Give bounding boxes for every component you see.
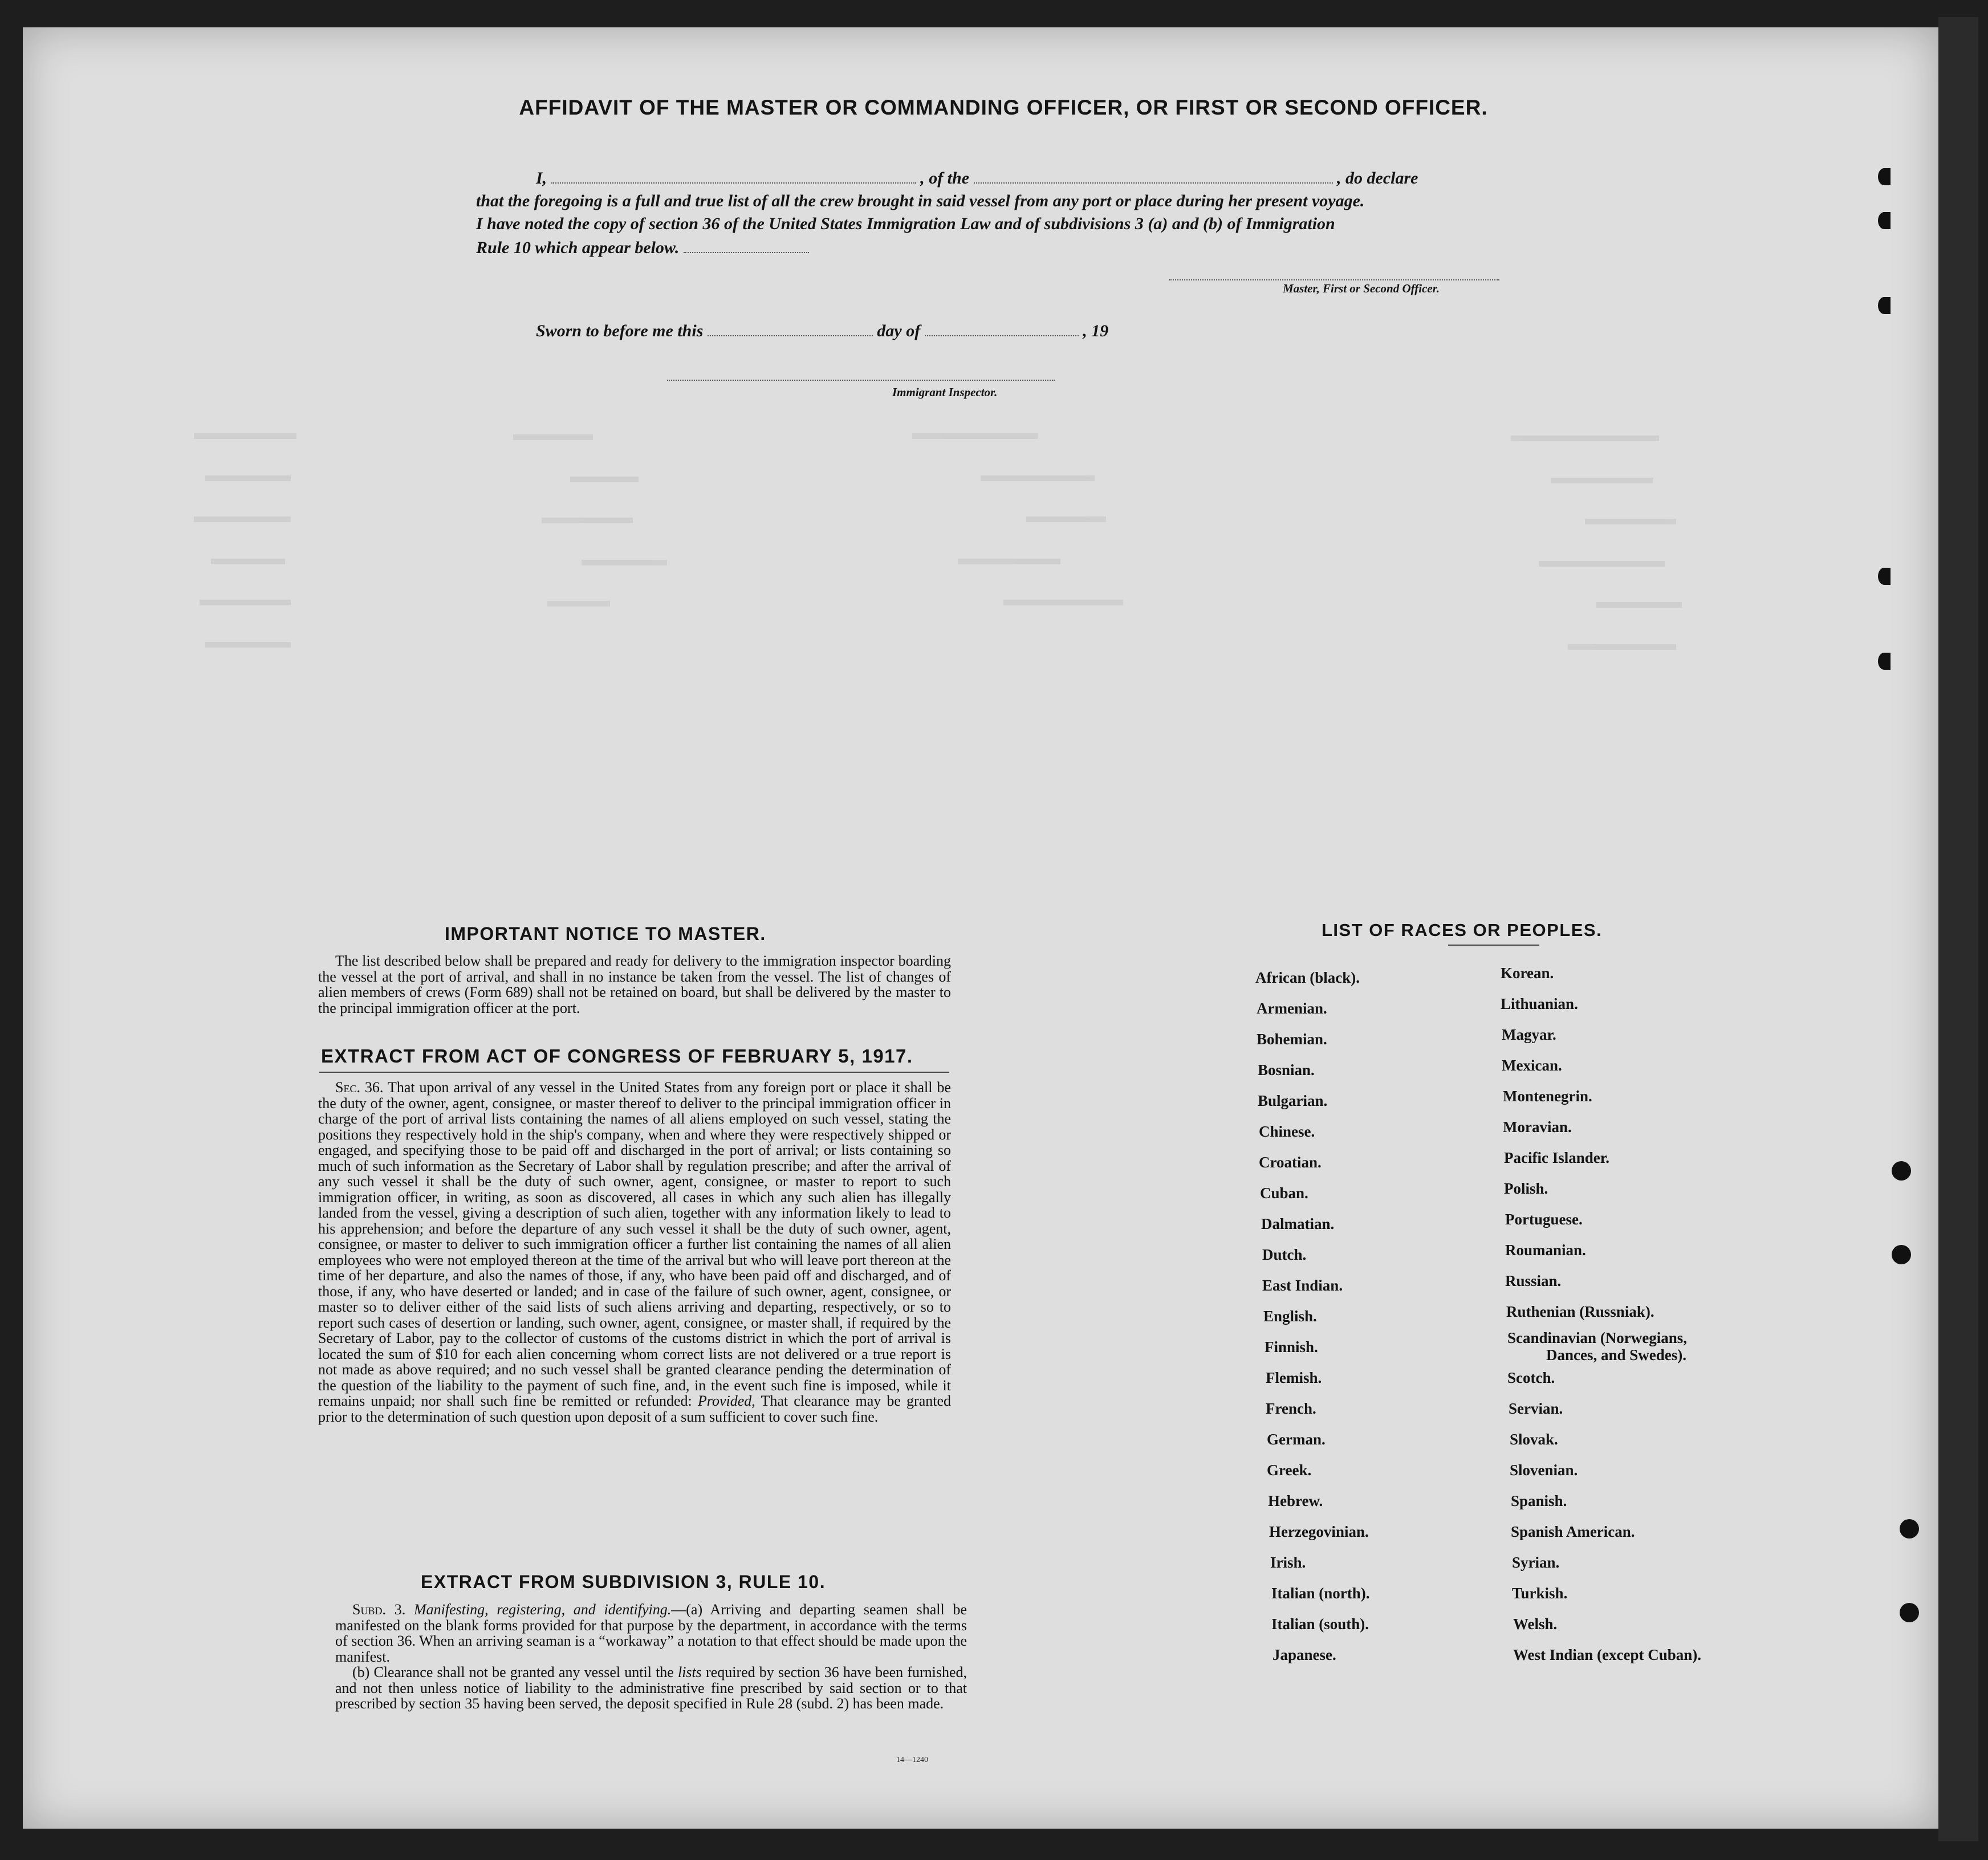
page-edge	[1938, 17, 1978, 1841]
divider	[1448, 945, 1539, 946]
race-item: Servian.	[1509, 1400, 1563, 1417]
race-item: Magyar.	[1502, 1026, 1556, 1043]
notice-text: The list described below shall be prepared and ready for delivery to the immigration inspector boarding the vessel at the port of arrival, and shall in no instance be taken from the vessel. The list of changes of alien members of crews (Form 689) shall not be retained on board, but shall be delivered by the master to the principal immigration officer at the port.	[318, 953, 951, 1016]
inspector-signature-caption: Immigrant Inspector.	[892, 385, 998, 399]
race-item: Syrian.	[1512, 1554, 1560, 1571]
divider	[319, 1072, 949, 1073]
race-item: Croatian.	[1259, 1154, 1322, 1171]
race-item: Spanish.	[1511, 1492, 1567, 1509]
race-item: Slovak.	[1510, 1431, 1558, 1448]
race-item: Pacific Islander.	[1504, 1149, 1609, 1166]
extract-rule-text: Subd. 3. Manifesting, registering, and identifying.—(a) Arriving and departing seamen shall be manifested on the blank forms provided for that purpose by the department, in accordance with the terms of section 36. When an arriving seaman is a “workaway” a notation to that effect should be made upon the manifest. (b) Clearance shall not be granted any vessel until the lists required by section 36 have been furnished, and not then unless notice of liability to the administrative fine prescribed by said section or to that prescribed by section 35 having been served, the deposit specified in Rule 28 (subd. 2) has been made.	[335, 1601, 967, 1712]
race-item: Bulgarian.	[1258, 1092, 1328, 1109]
race-item: Polish.	[1504, 1180, 1548, 1197]
binder-hole-icon	[1892, 1245, 1911, 1264]
race-item: Russian.	[1505, 1272, 1562, 1289]
master-signature-caption: Master, First or Second Officer.	[1283, 282, 1440, 295]
race-item: Dutch.	[1262, 1246, 1307, 1263]
race-item: Portuguese.	[1505, 1211, 1583, 1228]
race-item: West Indian (except Cuban).	[1513, 1646, 1702, 1663]
race-item: Welsh.	[1513, 1615, 1558, 1633]
race-item: Japanese.	[1273, 1646, 1336, 1663]
race-item: Flemish.	[1266, 1369, 1322, 1386]
affidavit-title: AFFIDAVIT OF THE MASTER OR COMMANDING OFFICER, OR FIRST OR SECOND OFFICER.	[519, 96, 1488, 119]
race-item: Lithuanian.	[1501, 995, 1578, 1012]
inspector-signature-line	[667, 378, 1055, 381]
master-signature-line	[1169, 278, 1499, 280]
affidavit-line-4: Rule 10 which appear below.	[476, 238, 809, 258]
race-item: Dances, and Swedes).	[1546, 1346, 1687, 1364]
race-item: Spanish American.	[1511, 1523, 1635, 1540]
extract-act-title: EXTRACT FROM ACT OF CONGRESS OF FEBRUARY 5, 1917.	[321, 1045, 913, 1067]
race-item: French.	[1266, 1400, 1316, 1417]
race-item: Herzegovinian.	[1269, 1523, 1369, 1540]
race-item: Cuban.	[1260, 1185, 1308, 1202]
race-item: East Indian.	[1262, 1277, 1343, 1294]
race-item: Montenegrin.	[1503, 1088, 1592, 1105]
extract-rule-title: EXTRACT FROM SUBDIVISION 3, RULE 10.	[421, 1572, 826, 1592]
race-item: Slovenian.	[1510, 1462, 1578, 1479]
race-item: Italian (south).	[1271, 1615, 1369, 1633]
race-item: Italian (north).	[1271, 1585, 1370, 1602]
race-item: Scandinavian (Norwegians,	[1507, 1329, 1688, 1346]
race-item: Ruthenian (Russniak).	[1506, 1303, 1654, 1320]
extract-act-text: Sec. 36. That upon arrival of any vessel in the United States from any foreign port or place it shall be the duty of the owner, agent, consignee, or master thereof to deliver to the principal immigration officer in charge of the port of arrival lists containing the names of all aliens employed on such vessel, stating the positions they respectively hold in the ship's company, when and where they were respectively shipped or engaged, and specifying those to be paid off and discharged in the port of arrival; or lists containing so much of such information as the Secretary of Labor shall by regulation prescribe; and after the arrival of any such vessel it shall be the duty of such owner, agent, consignee, or master to report to such immigration officer, in writing, as soon as discovered, all cases in which any such alien has illegally landed from the vessel, giving a description of such alien, together with any information likely to lead to his apprehension; and before the departure of any such vessel it shall be the duty of such owner, agent, consignee, or master to deliver to such immigration officer a further list containing the names of all alien employees who were not employed thereon at the time of the arrival but who will leave port thereon at the time of her departure, and also the names of those, if any, who have been paid off and discharged, and of those, if any, who have deserted or landed; and in case of the failure of such owner, agent, consignee, or master so to deliver either of the said lists of such aliens arriving and departing, respectively, or so to report such cases of desertion or landing, such owner, agent, consignee, or master shall, if required by the Secretary of Labor, pay to the collector of customs of the customs district in which the port of arrival is located the sum of $10 for each alien concerning whom correct lists are not delivered or a true report is not made as above required; and no such vessel shall be granted clearance pending the determination of the question of the liability to the payment of such fine, and, in the event such fine is imposed, while it remains unpaid; nor shall such fine be remitted or refunded: Provided, That clearance may be granted prior to the determination of such question upon deposit of a sum sufficient to cover such fine.	[318, 1079, 951, 1425]
race-item: Bosnian.	[1258, 1061, 1315, 1078]
race-item: Bohemian.	[1257, 1031, 1327, 1048]
races-title: LIST OF RACES OR PEOPLES.	[1322, 920, 1603, 940]
binder-hole-icon	[1878, 212, 1891, 229]
sworn-line: Sworn to before me this day of , 19	[536, 321, 1109, 340]
binder-hole-icon	[1892, 1161, 1911, 1181]
race-item: Scotch.	[1507, 1369, 1555, 1386]
race-item: Korean.	[1501, 964, 1554, 982]
binder-hole-icon	[1878, 168, 1891, 185]
race-item: Moravian.	[1503, 1118, 1572, 1135]
race-item: English.	[1263, 1308, 1317, 1325]
race-item: Greek.	[1267, 1462, 1312, 1479]
binder-hole-icon	[1878, 568, 1891, 585]
race-item: Mexican.	[1502, 1057, 1562, 1074]
race-item: Finnish.	[1265, 1338, 1318, 1356]
binder-hole-icon	[1900, 1603, 1919, 1622]
affidavit-line-3: I have noted the copy of section 36 of the United States Immigration Law and of subdivisions 3 (a) and (b) of Immigration	[476, 214, 1335, 233]
race-item: Hebrew.	[1268, 1492, 1323, 1509]
race-item: Dalmatian.	[1261, 1215, 1335, 1232]
race-item: Armenian.	[1257, 1000, 1327, 1017]
binder-hole-icon	[1878, 653, 1891, 670]
notice-title: IMPORTANT NOTICE TO MASTER.	[445, 923, 766, 944]
race-item: Chinese.	[1259, 1123, 1315, 1140]
race-item: Turkish.	[1512, 1585, 1568, 1602]
bleed-through-texture	[171, 422, 1910, 1733]
form-code: 14—1240	[896, 1756, 928, 1764]
binder-hole-icon	[1900, 1519, 1919, 1539]
race-item: Roumanian.	[1505, 1242, 1586, 1259]
binder-hole-icon	[1878, 297, 1891, 314]
race-item: Irish.	[1270, 1554, 1306, 1571]
race-item: African (black).	[1255, 969, 1360, 986]
affidavit-line-2: that the foregoing is a full and true list of all the crew brought in said vessel from any port or place during her present voyage.	[476, 192, 1365, 210]
race-item: German.	[1267, 1431, 1326, 1448]
affidavit-line-1: I, , of the , do declare	[536, 169, 1418, 188]
